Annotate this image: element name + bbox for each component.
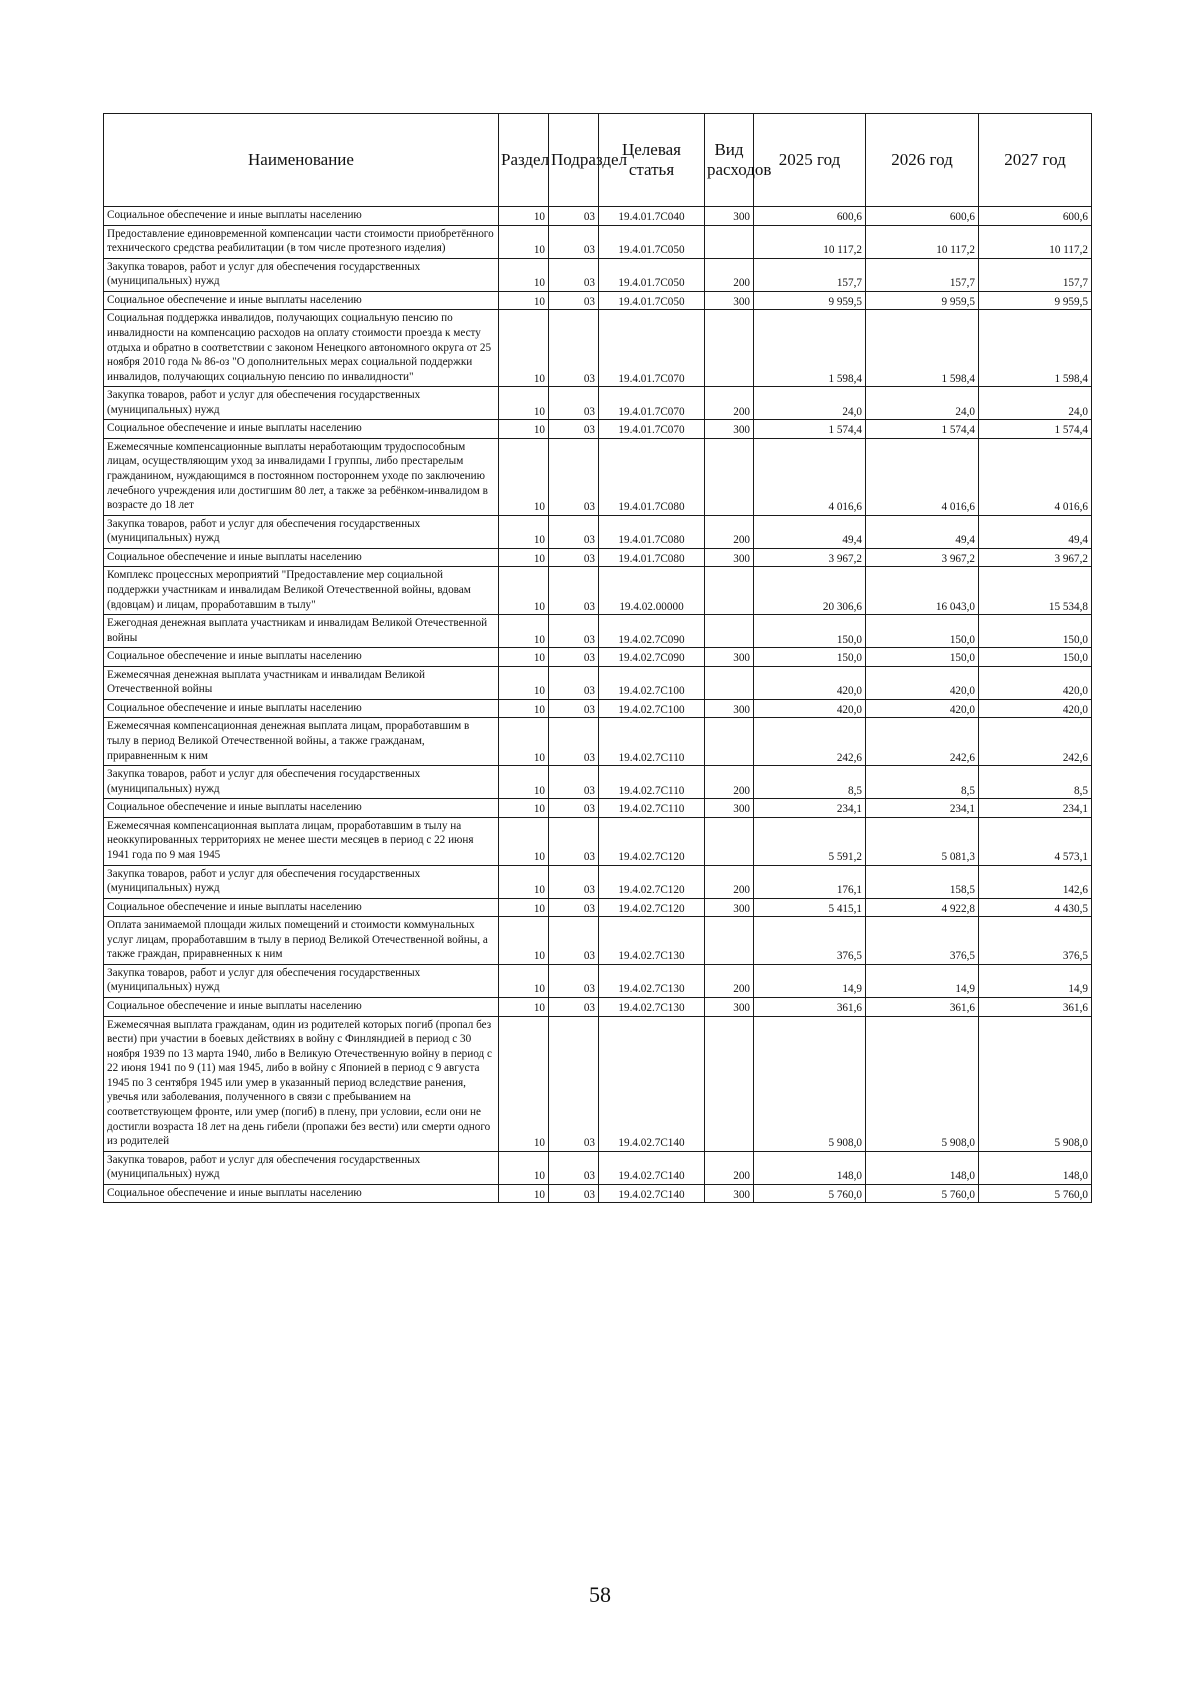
row-subsection: 03 bbox=[549, 615, 599, 648]
row-expense-type bbox=[705, 718, 754, 766]
page-number: 58 bbox=[589, 1582, 611, 1607]
row-value-2027: 234,1 bbox=[979, 799, 1092, 818]
row-expense-type: 300 bbox=[705, 799, 754, 818]
row-value-2026: 14,9 bbox=[866, 964, 979, 997]
row-value-2025: 8,5 bbox=[754, 766, 866, 799]
row-value-2026: 158,5 bbox=[866, 865, 979, 898]
row-section: 10 bbox=[499, 567, 549, 615]
row-value-2026: 8,5 bbox=[866, 766, 979, 799]
row-expense-type: 200 bbox=[705, 387, 754, 420]
row-value-2027: 49,4 bbox=[979, 515, 1092, 548]
row-target: 19.4.02.7C090 bbox=[599, 648, 705, 667]
row-subsection: 03 bbox=[549, 291, 599, 310]
row-section: 10 bbox=[499, 666, 549, 699]
row-value-2025: 376,5 bbox=[754, 917, 866, 965]
table-row bbox=[104, 648, 1092, 667]
row-value-2026: 157,7 bbox=[866, 258, 979, 291]
row-section: 10 bbox=[499, 898, 549, 917]
row-section: 10 bbox=[499, 766, 549, 799]
row-target: 19.4.01.7C050 bbox=[599, 258, 705, 291]
row-value-2027: 10 117,2 bbox=[979, 225, 1092, 258]
row-target: 19.4.02.7C130 bbox=[599, 917, 705, 965]
row-subsection: 03 bbox=[549, 917, 599, 965]
row-value-2025: 242,6 bbox=[754, 718, 866, 766]
row-value-2026: 5 760,0 bbox=[866, 1184, 979, 1203]
row-expense-type bbox=[705, 917, 754, 965]
row-subsection: 03 bbox=[549, 648, 599, 667]
row-name: Комплекс процессных мероприятий "Предоставление мер социальной поддержки участникам и инвалидам Великой Отечественной войны, вдовам (вдовцам) и лицам, проработавшим в тылу" bbox=[104, 567, 499, 615]
row-name: Социальное обеспечение и иные выплаты населению bbox=[104, 1184, 499, 1203]
row-subsection: 03 bbox=[549, 225, 599, 258]
row-name: Ежемесячная компенсационная денежная выплата лицам, проработавшим в тылу в период Великой Отечественной войны, а также гражданам, приравненным к ним bbox=[104, 718, 499, 766]
row-expense-type: 300 bbox=[705, 420, 754, 439]
row-value-2026: 361,6 bbox=[866, 998, 979, 1017]
row-value-2027: 1 574,4 bbox=[979, 420, 1092, 439]
row-subsection: 03 bbox=[549, 766, 599, 799]
row-name: Оплата занимаемой площади жилых помещений и стоимости коммунальных услуг лицам, проработавшим в тылу в период Великой Отечественной войны, а также граждан, приравненных к ним bbox=[104, 917, 499, 965]
row-value-2025: 1 598,4 bbox=[754, 310, 866, 387]
table-row bbox=[104, 666, 1092, 699]
row-name: Социальное обеспечение и иные выплаты населению bbox=[104, 420, 499, 439]
row-section: 10 bbox=[499, 998, 549, 1017]
row-target: 19.4.01.7C040 bbox=[599, 207, 705, 226]
row-expense-type: 200 bbox=[705, 766, 754, 799]
table-row bbox=[104, 898, 1092, 917]
row-value-2027: 4 573,1 bbox=[979, 817, 1092, 865]
row-name: Социальное обеспечение и иные выплаты населению bbox=[104, 648, 499, 667]
row-subsection: 03 bbox=[549, 1184, 599, 1203]
row-value-2027: 4 430,5 bbox=[979, 898, 1092, 917]
row-subsection: 03 bbox=[549, 515, 599, 548]
row-value-2026: 1 574,4 bbox=[866, 420, 979, 439]
row-section: 10 bbox=[499, 817, 549, 865]
row-subsection: 03 bbox=[549, 1151, 599, 1184]
row-subsection: 03 bbox=[549, 865, 599, 898]
row-value-2026: 242,6 bbox=[866, 718, 979, 766]
row-section: 10 bbox=[499, 548, 549, 567]
row-value-2026: 148,0 bbox=[866, 1151, 979, 1184]
row-name: Социальное обеспечение и иные выплаты населению bbox=[104, 998, 499, 1017]
row-value-2027: 150,0 bbox=[979, 648, 1092, 667]
table-row bbox=[104, 718, 1092, 766]
row-name: Закупка товаров, работ и услуг для обеспечения государственных (муниципальных) нужд bbox=[104, 387, 499, 420]
row-value-2025: 10 117,2 bbox=[754, 225, 866, 258]
table-row bbox=[104, 438, 1092, 515]
budget-table bbox=[103, 113, 1092, 1203]
row-section: 10 bbox=[499, 515, 549, 548]
row-section: 10 bbox=[499, 1016, 549, 1151]
row-subsection: 03 bbox=[549, 666, 599, 699]
row-name: Социальное обеспечение и иные выплаты населению bbox=[104, 207, 499, 226]
row-subsection: 03 bbox=[549, 699, 599, 718]
row-target: 19.4.02.7C120 bbox=[599, 898, 705, 917]
row-value-2026: 5 081,3 bbox=[866, 817, 979, 865]
table-row bbox=[104, 225, 1092, 258]
row-name: Закупка товаров, работ и услуг для обеспечения государственных (муниципальных) нужд bbox=[104, 258, 499, 291]
row-value-2026: 1 598,4 bbox=[866, 310, 979, 387]
row-expense-type: 300 bbox=[705, 548, 754, 567]
row-value-2025: 420,0 bbox=[754, 666, 866, 699]
row-target: 19.4.02.7C100 bbox=[599, 666, 705, 699]
row-value-2026: 49,4 bbox=[866, 515, 979, 548]
row-section: 10 bbox=[499, 225, 549, 258]
row-value-2025: 3 967,2 bbox=[754, 548, 866, 567]
row-value-2027: 24,0 bbox=[979, 387, 1092, 420]
row-name: Закупка товаров, работ и услуг для обеспечения государственных (муниципальных) нужд bbox=[104, 515, 499, 548]
row-name: Социальное обеспечение и иные выплаты населению bbox=[104, 799, 499, 818]
row-name: Социальная поддержка инвалидов, получающих социальную пенсию по инвалидности на компенсацию расходов на оплату стоимости проезда к месту отдыха и обратно в соответствии с законом Ненецкого автономного округа от 25 ноября 2010 года № 86-оз "О дополнительных мерах социальной поддержки инвалидов, получающих социальную пенсию по инвалидности" bbox=[104, 310, 499, 387]
row-value-2026: 4 922,8 bbox=[866, 898, 979, 917]
table-row bbox=[104, 699, 1092, 718]
row-section: 10 bbox=[499, 615, 549, 648]
row-value-2025: 14,9 bbox=[754, 964, 866, 997]
row-target: 19.4.01.7C080 bbox=[599, 548, 705, 567]
row-value-2027: 420,0 bbox=[979, 666, 1092, 699]
row-section: 10 bbox=[499, 865, 549, 898]
row-value-2025: 150,0 bbox=[754, 615, 866, 648]
row-section: 10 bbox=[499, 1184, 549, 1203]
row-value-2026: 420,0 bbox=[866, 699, 979, 718]
table-row bbox=[104, 865, 1092, 898]
row-expense-type: 300 bbox=[705, 998, 754, 1017]
row-expense-type: 300 bbox=[705, 648, 754, 667]
row-expense-type bbox=[705, 225, 754, 258]
row-value-2026: 4 016,6 bbox=[866, 438, 979, 515]
row-value-2025: 148,0 bbox=[754, 1151, 866, 1184]
table-row bbox=[104, 258, 1092, 291]
header-name: Наименование bbox=[104, 114, 499, 207]
row-value-2025: 1 574,4 bbox=[754, 420, 866, 439]
row-target: 19.4.01.7C050 bbox=[599, 225, 705, 258]
row-subsection: 03 bbox=[549, 799, 599, 818]
table-row bbox=[104, 964, 1092, 997]
row-value-2027: 14,9 bbox=[979, 964, 1092, 997]
row-name: Ежемесячная компенсационная выплата лицам, проработавшим в тылу на неоккупированных территориях не менее шести месяцев в период с 22 июня 1941 года по 9 мая 1945 bbox=[104, 817, 499, 865]
row-name: Закупка товаров, работ и услуг для обеспечения государственных (муниципальных) нужд bbox=[104, 766, 499, 799]
row-name: Ежегодная денежная выплата участникам и инвалидам Великой Отечественной войны bbox=[104, 615, 499, 648]
row-section: 10 bbox=[499, 291, 549, 310]
row-value-2025: 361,6 bbox=[754, 998, 866, 1017]
row-value-2026: 150,0 bbox=[866, 648, 979, 667]
row-expense-type bbox=[705, 666, 754, 699]
row-value-2025: 4 016,6 bbox=[754, 438, 866, 515]
row-target: 19.4.02.00000 bbox=[599, 567, 705, 615]
row-section: 10 bbox=[499, 718, 549, 766]
row-expense-type: 300 bbox=[705, 1184, 754, 1203]
row-subsection: 03 bbox=[549, 998, 599, 1017]
row-target: 19.4.01.7C070 bbox=[599, 387, 705, 420]
row-subsection: 03 bbox=[549, 898, 599, 917]
row-value-2026: 600,6 bbox=[866, 207, 979, 226]
row-target: 19.4.01.7C080 bbox=[599, 515, 705, 548]
row-target: 19.4.02.7C140 bbox=[599, 1016, 705, 1151]
row-value-2025: 420,0 bbox=[754, 699, 866, 718]
row-subsection: 03 bbox=[549, 718, 599, 766]
row-target: 19.4.02.7C090 bbox=[599, 615, 705, 648]
header-target: Целевая статья bbox=[599, 114, 705, 207]
row-subsection: 03 bbox=[549, 567, 599, 615]
row-section: 10 bbox=[499, 258, 549, 291]
table-row bbox=[104, 766, 1092, 799]
row-name: Ежемесячная денежная выплата участникам и инвалидам Великой Отечественной войны bbox=[104, 666, 499, 699]
row-value-2027: 1 598,4 bbox=[979, 310, 1092, 387]
row-target: 19.4.02.7C130 bbox=[599, 964, 705, 997]
table-row bbox=[104, 1016, 1092, 1151]
row-value-2025: 20 306,6 bbox=[754, 567, 866, 615]
row-name: Ежемесячные компенсационные выплаты неработающим трудоспособным лицам, осуществляющим уход за инвалидами I группы, либо престарелым гражданином, нуждающимся в постоянном постороннем уходе по заключению лечебного учреждения или достигшим 80 лет, а также за ребёнком-инвалидом в возрасте до 18 лет bbox=[104, 438, 499, 515]
row-expense-type: 200 bbox=[705, 515, 754, 548]
row-name: Социальное обеспечение и иные выплаты населению bbox=[104, 699, 499, 718]
table-row bbox=[104, 917, 1092, 965]
row-subsection: 03 bbox=[549, 548, 599, 567]
header-row bbox=[104, 114, 1092, 207]
row-value-2026: 150,0 bbox=[866, 615, 979, 648]
row-value-2027: 420,0 bbox=[979, 699, 1092, 718]
table-row bbox=[104, 998, 1092, 1017]
row-subsection: 03 bbox=[549, 1016, 599, 1151]
row-value-2026: 16 043,0 bbox=[866, 567, 979, 615]
table-row bbox=[104, 420, 1092, 439]
row-value-2026: 9 959,5 bbox=[866, 291, 979, 310]
row-target: 19.4.02.7C110 bbox=[599, 799, 705, 818]
row-expense-type bbox=[705, 310, 754, 387]
row-section: 10 bbox=[499, 207, 549, 226]
row-section: 10 bbox=[499, 917, 549, 965]
row-expense-type: 300 bbox=[705, 898, 754, 917]
row-subsection: 03 bbox=[549, 817, 599, 865]
row-value-2025: 5 415,1 bbox=[754, 898, 866, 917]
row-value-2025: 5 760,0 bbox=[754, 1184, 866, 1203]
row-name: Социальное обеспечение и иные выплаты населению bbox=[104, 898, 499, 917]
table-row bbox=[104, 817, 1092, 865]
row-target: 19.4.01.7C050 bbox=[599, 291, 705, 310]
row-expense-type bbox=[705, 1016, 754, 1151]
row-section: 10 bbox=[499, 420, 549, 439]
row-target: 19.4.02.7C140 bbox=[599, 1151, 705, 1184]
row-value-2025: 5 591,2 bbox=[754, 817, 866, 865]
header-subsection: Подраздел bbox=[549, 114, 599, 207]
table-row bbox=[104, 387, 1092, 420]
row-expense-type: 200 bbox=[705, 258, 754, 291]
row-value-2026: 24,0 bbox=[866, 387, 979, 420]
row-section: 10 bbox=[499, 964, 549, 997]
table-row bbox=[104, 207, 1092, 226]
row-value-2027: 150,0 bbox=[979, 615, 1092, 648]
row-value-2027: 5 908,0 bbox=[979, 1016, 1092, 1151]
row-value-2025: 24,0 bbox=[754, 387, 866, 420]
row-subsection: 03 bbox=[549, 964, 599, 997]
row-expense-type bbox=[705, 438, 754, 515]
row-section: 10 bbox=[499, 310, 549, 387]
row-subsection: 03 bbox=[549, 258, 599, 291]
row-expense-type bbox=[705, 567, 754, 615]
row-value-2027: 5 760,0 bbox=[979, 1184, 1092, 1203]
row-subsection: 03 bbox=[549, 310, 599, 387]
row-name: Закупка товаров, работ и услуг для обеспечения государственных (муниципальных) нужд bbox=[104, 964, 499, 997]
row-target: 19.4.02.7C100 bbox=[599, 699, 705, 718]
row-value-2027: 376,5 bbox=[979, 917, 1092, 965]
row-value-2025: 9 959,5 bbox=[754, 291, 866, 310]
row-value-2025: 5 908,0 bbox=[754, 1016, 866, 1151]
row-subsection: 03 bbox=[549, 420, 599, 439]
header-section: Раздел bbox=[499, 114, 549, 207]
row-expense-type: 200 bbox=[705, 865, 754, 898]
row-value-2025: 600,6 bbox=[754, 207, 866, 226]
row-name: Закупка товаров, работ и услуг для обеспечения государственных (муниципальных) нужд bbox=[104, 865, 499, 898]
row-value-2027: 148,0 bbox=[979, 1151, 1092, 1184]
row-target: 19.4.02.7C110 bbox=[599, 766, 705, 799]
row-section: 10 bbox=[499, 1151, 549, 1184]
row-name: Закупка товаров, работ и услуг для обеспечения государственных (муниципальных) нужд bbox=[104, 1151, 499, 1184]
row-value-2025: 150,0 bbox=[754, 648, 866, 667]
table-row bbox=[104, 567, 1092, 615]
row-value-2026: 5 908,0 bbox=[866, 1016, 979, 1151]
row-expense-type bbox=[705, 615, 754, 648]
row-expense-type: 300 bbox=[705, 207, 754, 226]
row-value-2026: 10 117,2 bbox=[866, 225, 979, 258]
row-target: 19.4.02.7C120 bbox=[599, 817, 705, 865]
table-row bbox=[104, 615, 1092, 648]
row-section: 10 bbox=[499, 438, 549, 515]
row-target: 19.4.02.7C140 bbox=[599, 1184, 705, 1203]
row-value-2027: 157,7 bbox=[979, 258, 1092, 291]
row-section: 10 bbox=[499, 799, 549, 818]
row-name: Социальное обеспечение и иные выплаты населению bbox=[104, 548, 499, 567]
row-target: 19.4.02.7C130 bbox=[599, 998, 705, 1017]
row-section: 10 bbox=[499, 648, 549, 667]
row-name: Социальное обеспечение и иные выплаты населению bbox=[104, 291, 499, 310]
row-value-2025: 176,1 bbox=[754, 865, 866, 898]
row-subsection: 03 bbox=[549, 438, 599, 515]
row-target: 19.4.01.7C070 bbox=[599, 420, 705, 439]
row-target: 19.4.02.7C110 bbox=[599, 718, 705, 766]
header-expense-type: Вид расходов bbox=[705, 114, 754, 207]
row-value-2026: 376,5 bbox=[866, 917, 979, 965]
row-section: 10 bbox=[499, 387, 549, 420]
row-expense-type: 200 bbox=[705, 964, 754, 997]
row-value-2027: 15 534,8 bbox=[979, 567, 1092, 615]
row-name: Ежемесячная выплата гражданам, один из родителей которых погиб (пропал без вести) при участии в боевых действиях в войну с Финляндией в период с 30 ноября 1939 по 13 марта 1940, либо в Великую Отечественную войну в период с 22 июня 1941 по 9 (11) мая 1945, либо в войну с Японией в период с 9 августа 1945 по 3 сентября 1945 или умер в указанный период вследствие ранения, увечья или заболевания, полученного в связи с пребыванием на соответствующем фронте, или умер (погиб) в плену, при условии, если они не достигли возраста 18 лет на день гибели (пропажи без вести) или смерти одного из родителей bbox=[104, 1016, 499, 1151]
row-expense-type: 300 bbox=[705, 291, 754, 310]
row-value-2027: 361,6 bbox=[979, 998, 1092, 1017]
header-2027: 2027 год bbox=[979, 114, 1092, 207]
row-value-2026: 3 967,2 bbox=[866, 548, 979, 567]
row-value-2027: 600,6 bbox=[979, 207, 1092, 226]
row-value-2027: 3 967,2 bbox=[979, 548, 1092, 567]
row-value-2026: 420,0 bbox=[866, 666, 979, 699]
row-section: 10 bbox=[499, 699, 549, 718]
table-row bbox=[104, 515, 1092, 548]
table-row bbox=[104, 1151, 1092, 1184]
row-value-2025: 49,4 bbox=[754, 515, 866, 548]
row-value-2026: 234,1 bbox=[866, 799, 979, 818]
row-target: 19.4.02.7C120 bbox=[599, 865, 705, 898]
row-value-2027: 4 016,6 bbox=[979, 438, 1092, 515]
header-2026: 2026 год bbox=[866, 114, 979, 207]
row-target: 19.4.01.7C070 bbox=[599, 310, 705, 387]
row-value-2027: 9 959,5 bbox=[979, 291, 1092, 310]
header-2025: 2025 год bbox=[754, 114, 866, 207]
row-value-2027: 8,5 bbox=[979, 766, 1092, 799]
row-value-2027: 242,6 bbox=[979, 718, 1092, 766]
row-expense-type bbox=[705, 817, 754, 865]
row-name: Предоставление единовременной компенсации части стоимости приобретённого технического средства реабилитации (в том числе протезного изделия) bbox=[104, 225, 499, 258]
table-row bbox=[104, 1184, 1092, 1203]
row-value-2025: 157,7 bbox=[754, 258, 866, 291]
row-expense-type: 300 bbox=[705, 699, 754, 718]
table-row bbox=[104, 799, 1092, 818]
row-subsection: 03 bbox=[549, 387, 599, 420]
row-value-2027: 142,6 bbox=[979, 865, 1092, 898]
table-row bbox=[104, 310, 1092, 387]
table-row bbox=[104, 291, 1092, 310]
row-target: 19.4.01.7C080 bbox=[599, 438, 705, 515]
row-expense-type: 200 bbox=[705, 1151, 754, 1184]
table-row bbox=[104, 548, 1092, 567]
row-value-2025: 234,1 bbox=[754, 799, 866, 818]
row-subsection: 03 bbox=[549, 207, 599, 226]
